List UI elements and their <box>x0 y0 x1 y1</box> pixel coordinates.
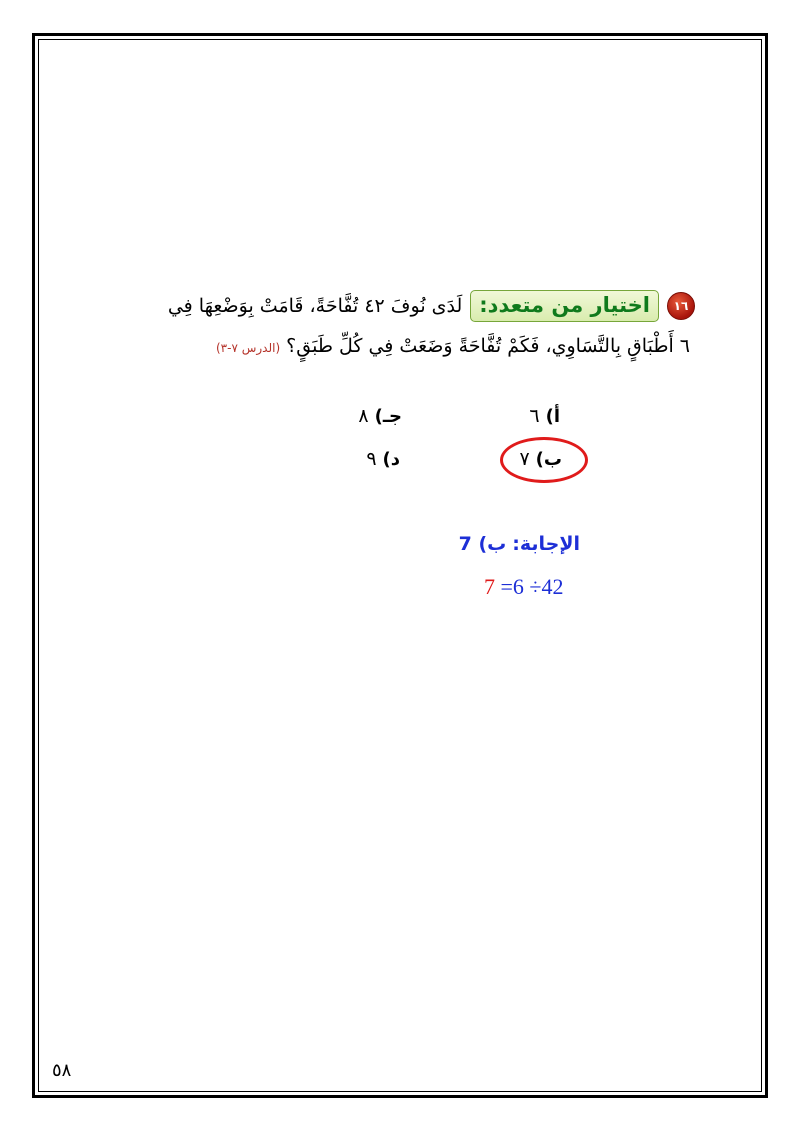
option-c <box>358 405 402 427</box>
question-number-badge: ١٦ <box>667 292 695 320</box>
selected-answer-circle <box>500 437 588 483</box>
question-text-line-1: لَدَى نُوفَ ٤٢ تُفَّاحَةً، قَامَتْ بِوَضْعِهَا فِي <box>167 295 463 317</box>
question-text-line-2: ٦ أَطْبَاقٍ بِالتَّسَاوِي، فَكَمْ تُفَّاحَةً وَضَعَتْ فِي كُلِّ طَبَقٍ؟ <box>286 335 690 357</box>
option-d <box>366 448 400 470</box>
option-value: ٧ <box>519 448 530 470</box>
option-value: ٩ <box>366 448 377 470</box>
question-type-tag: اختيار من متعدد: <box>470 290 659 322</box>
page-border-inner <box>38 39 762 1092</box>
option-value: ٨ <box>358 405 369 427</box>
question-line-1 <box>168 286 695 326</box>
option-letter: أ) <box>545 406 560 427</box>
equation-result: 7 <box>484 574 495 599</box>
option-letter: ب) <box>535 449 562 470</box>
division-equation <box>484 574 563 600</box>
equation-expression: =6 ÷42 <box>500 574 564 599</box>
answer-label: الإجابة: <box>512 533 580 555</box>
lesson-reference: (الدرس ٧-٣) <box>215 341 281 355</box>
option-letter: جـ) <box>374 406 402 427</box>
option-a <box>529 405 560 427</box>
page-number: ٥٨ <box>52 1060 72 1081</box>
option-value: ٦ <box>529 405 540 427</box>
answer-choice: ب) 7 <box>458 533 507 555</box>
answer-line <box>459 533 580 555</box>
question-line-2 <box>216 335 690 357</box>
option-letter: د) <box>382 449 400 470</box>
